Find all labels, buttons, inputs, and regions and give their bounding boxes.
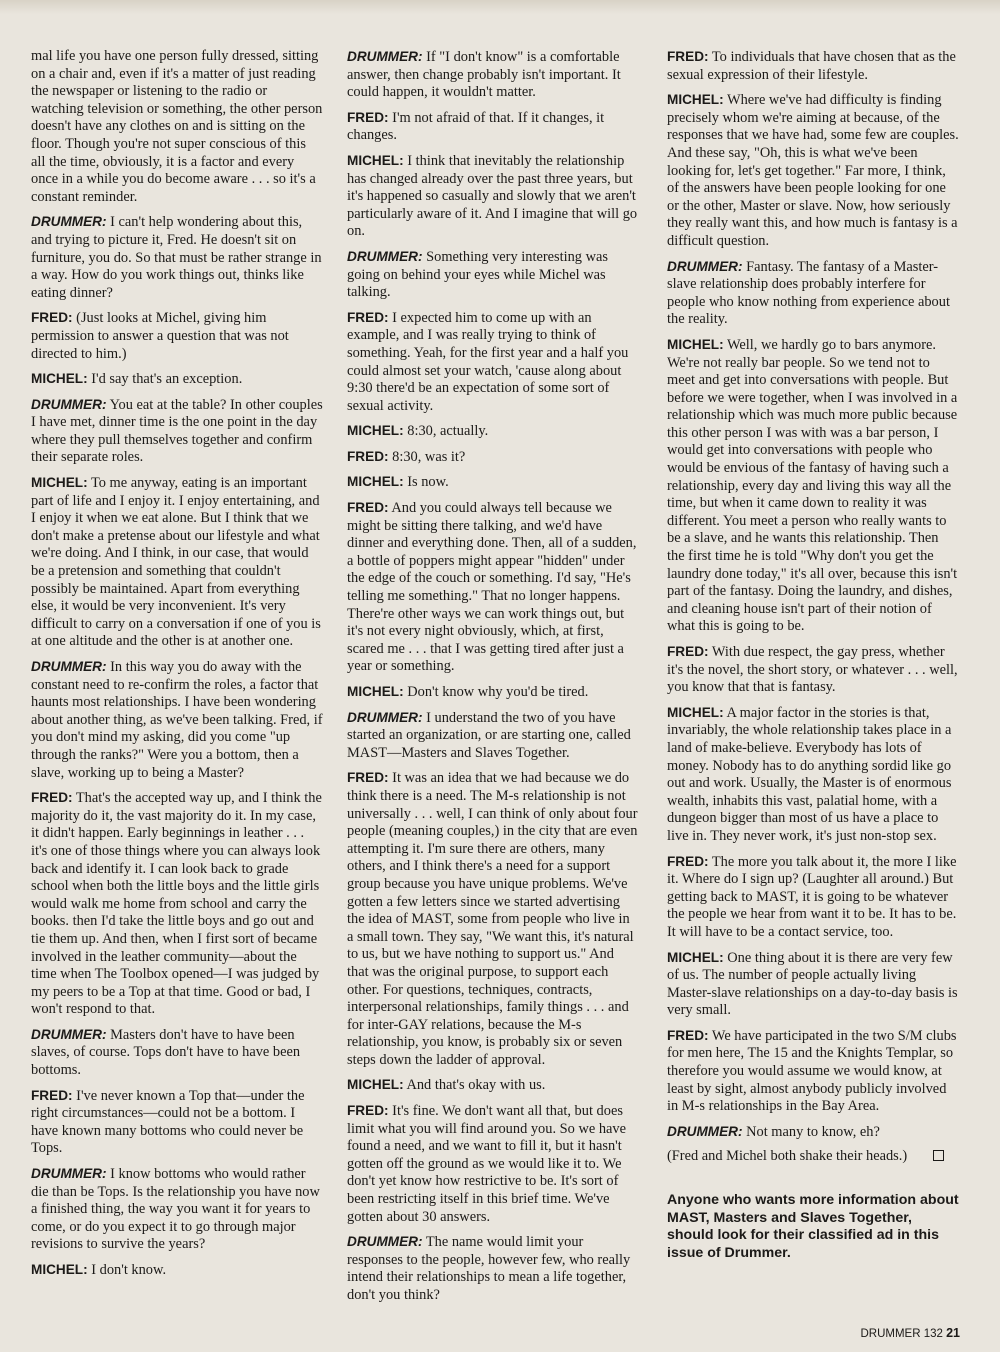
- speaker-label: MICHEL:: [347, 684, 404, 699]
- speaker-label: FRED:: [347, 1103, 389, 1119]
- interview-paragraph: [347, 499, 639, 676]
- speaker-label: FRED:: [347, 109, 389, 125]
- paragraph-text: A major factor in the stories is that, invariably, the whole relationship takes place in a land of make-believe. Everybody has lots of money. Nobody has to do anything sordid like go out and work. Usually, the Master is of enormous wealth, inhabits this vast, palatial home, with a dungeon bigger than most of us have a place to live in. They never work, it's just non-stop sex.: [667, 704, 952, 844]
- interview-paragraph: [667, 48, 959, 84]
- speaker-label: FRED:: [667, 49, 709, 64]
- column-3-body: [667, 48, 959, 1166]
- interview-paragraph: [31, 1261, 323, 1280]
- speaker-label: DRUMMER:: [31, 1166, 107, 1182]
- speaker-label: FRED:: [347, 309, 389, 325]
- speaker-label: DRUMMER:: [347, 49, 423, 64]
- paragraph-text: I'd say that's an exception.: [91, 371, 243, 388]
- interview-paragraph: [347, 1102, 639, 1226]
- speaker-label: FRED:: [667, 1027, 709, 1043]
- interview-paragraph: [347, 309, 639, 416]
- footer-magazine: DRUMMER 132: [860, 1328, 943, 1340]
- speaker-label: FRED:: [347, 500, 389, 516]
- speaker-label: FRED:: [31, 1087, 73, 1103]
- interview-paragraph: [31, 396, 323, 467]
- paragraph-text: In this way you do away with the constant need to re-confirm the roles, a factor that haunts most relationships. I have been wondering about another thing, as we've been talking. Fred, if you don't mind my asking, did you come "up through the ranks?" Were you a bottom, then a slave, working up to being a Master?: [31, 659, 323, 781]
- speaker-label: MICHEL:: [31, 371, 88, 387]
- paragraph-text: Not many to know, eh?: [746, 1123, 880, 1140]
- speaker-label: FRED:: [31, 790, 73, 806]
- paragraph-text: We have participated in the two S/M clubs for men here, The 15 and the Knights Templar, so therefore you would assume we would know, at least by sight, almost anybody publicly involved in M-s relationships in the Bay Area.: [667, 1027, 957, 1115]
- paragraph-text: That's the accepted way up, and I think the majority do it, the vast majority do it. In my case, it didn't happen. Early beginnings in leather . . . it's one of those things where you can always look back and identify it. I can look back to grade school when both the little boys and the little girls would walk me home from school and carry the books. then I'd take the little boys and go out and tie them up. And then, when I first sort of became involved in the leather community—about the time when The Toolbox opened—I was judged by my peers to be a Top at that time. Good or bad, I won't respond to that.: [31, 790, 322, 1018]
- interview-paragraph: [667, 91, 959, 250]
- paragraph-text: And you could always tell because we might be sitting there talking, and we'd have dinner and everything done. Then, all of a sudden, a bottle of poppers might appear "hidden" under the edge of the couch or something. I'd say, "He's telling me something." That no longer happens. There're other ways we can work things out, but it's not every night obviously, which, at first, scared me . . . that I was getting tired after just a year or something.: [347, 500, 637, 675]
- interview-paragraph: [31, 48, 323, 206]
- interview-paragraph: [347, 769, 639, 1069]
- speaker-label: MICHEL:: [31, 475, 88, 491]
- speaker-label: DRUMMER:: [31, 1026, 107, 1042]
- interview-paragraph: [667, 853, 959, 942]
- paragraph-text: Where we've had difficulty is finding precisely whom we're aiming at because, of the responses that we have had, some few are couples. And these say, "Oh, this is what we've been looking for, let's get together." Far more, I think, of the answers have been people looking for one or the other, Master or slave. Now, how seriously they really want this, and how much is fantasy is a difficult question.: [667, 92, 959, 249]
- column-1: [31, 48, 323, 1287]
- interview-paragraph: [667, 949, 959, 1020]
- paragraph-text: I don't know.: [91, 1262, 167, 1278]
- speaker-label: MICHEL:: [347, 152, 404, 168]
- paragraph-text: 8:30, actually.: [407, 423, 489, 440]
- page-top-shadow: [0, 0, 1000, 14]
- interview-paragraph: [667, 643, 959, 697]
- interview-paragraph: [347, 152, 639, 241]
- interview-paragraph: [667, 1123, 959, 1142]
- interview-paragraph: [347, 448, 639, 467]
- speaker-label: DRUMMER:: [667, 1123, 743, 1139]
- speaker-label: DRUMMER:: [31, 214, 107, 230]
- page-number: 21: [946, 1326, 960, 1340]
- paragraph-text: If "I don't know" is a comfortable answer, then change probably isn't important. It could happen, it wouldn't matter.: [347, 49, 621, 101]
- paragraph-text: I've never known a Top that—under the right circumstances—could not be a bottom. I have known many bottoms who could never be Tops.: [31, 1087, 305, 1157]
- speaker-label: DRUMMER:: [667, 258, 743, 274]
- paragraph-text: (Just looks at Michel, giving him permission to answer a question that was not directed to him.): [31, 310, 289, 362]
- interview-paragraph: [667, 704, 959, 846]
- paragraph-text: (Fred and Michel both shake their heads.): [667, 1148, 908, 1165]
- interview-paragraph: [347, 683, 639, 702]
- interview-paragraph: [31, 213, 323, 302]
- interview-paragraph: [667, 1148, 959, 1166]
- speaker-label: MICHEL:: [667, 92, 724, 108]
- speaker-label: MICHEL:: [667, 704, 724, 720]
- interview-paragraph: [31, 309, 323, 363]
- speaker-label: MICHEL:: [667, 336, 724, 352]
- paragraph-text: I'm not afraid of that. If it changes, it changes.: [347, 109, 605, 144]
- speaker-label: DRUMMER:: [31, 659, 107, 674]
- paragraph-text: The name would limit your responses to the people, however few, who really intend their relationships to mean a life together, don't you think?: [347, 1234, 631, 1303]
- speaker-label: DRUMMER:: [347, 1234, 423, 1250]
- paragraph-text: Don't know why you'd be tired.: [407, 684, 589, 700]
- paragraph-text: I can't help wondering about this, and trying to picture it, Fred. He doesn't sit on furniture, you do. So that must be rather strange in a way. How do you work things out, thinks like eating dinner?: [31, 214, 322, 301]
- paragraph-text: The more you talk about it, the more I like it. Where do I sign up? (Laughter all around.) But getting back to MAST, it is going to be whatever the people we hear from want it to be. It has to be. It will have to be a contact service, too.: [667, 853, 957, 940]
- interview-paragraph: [347, 109, 639, 145]
- interview-paragraph: [31, 370, 323, 389]
- interview-paragraph: [347, 422, 639, 441]
- interview-paragraph: [667, 258, 959, 329]
- speaker-label: MICHEL:: [667, 949, 724, 965]
- paragraph-text: I know bottoms who would rather die than be Tops. Is the relationship you have now a finished thing, the way you want it for years to come, or do you expect it to go through major revisions to survive the years?: [31, 1166, 320, 1253]
- interview-paragraph: [667, 336, 959, 636]
- column-2: [347, 48, 639, 1312]
- paragraph-text: To individuals that have chosen that as the sexual expression of their lifestyle.: [667, 49, 956, 83]
- paragraph-text: Masters don't have to have been slaves, of course. Tops don't have to have been bottoms.: [31, 1026, 301, 1079]
- paragraph-text: And that's okay with us.: [406, 1077, 546, 1094]
- paragraph-text: It's fine. We don't want all that, but does limit what you will find around you. So we have found a need, and we want to fill it, but it hasn't gotten off the ground as we would like it to. We don't yet know how restrictive to be. It's sort of been restricting itself in this brief time. We've gotten about 30 answers.: [347, 1103, 626, 1225]
- paragraph-text: One thing about it is there are very few of us. The number of people actually living Master-slave relationships on a day-to-day basis is very small.: [667, 949, 958, 1019]
- speaker-label: FRED:: [667, 644, 709, 659]
- speaker-label: DRUMMER:: [31, 396, 107, 412]
- paragraph-text: You eat at the table? In other couples I have met, dinner time is the one point in the day where they pull themselves together and confirm their separate roles.: [31, 396, 323, 466]
- interview-paragraph: [31, 789, 323, 1019]
- speaker-label: MICHEL:: [31, 1262, 88, 1277]
- speaker-label: MICHEL:: [347, 423, 404, 439]
- paragraph-text: Well, we hardly go to bars anymore. We're not really bar people. So we tend not to meet and get into conversations with people. But before we were together, when I was involved in a relationship which was much more public because this other person I was with was a bar person, I would get into conversations with people who would be envious of the fantasy of having such a relationship, every day and living this way all the time, but when it came down to reality it was different. You meet a person who really wants to be a slave, and he wants this relationship. Then the first time he is told "Why don't you get the laundry done today," it's all over, because this isn't part of the fantasy. Doing the laundry, and dishes, and cleaning house isn't part of their notion of what this is going to be.: [667, 336, 958, 635]
- interview-paragraph: [31, 1165, 323, 1254]
- paragraph-text: I understand the two of you have started an organization, or are starting one, called MAST—Masters and Slaves Together.: [347, 709, 631, 761]
- interview-paragraph: [667, 1027, 959, 1116]
- speaker-label: MICHEL:: [347, 474, 404, 490]
- end-of-article-mark: [933, 1150, 944, 1161]
- column-3: [667, 48, 959, 1262]
- speaker-label: FRED:: [347, 448, 389, 464]
- speaker-label: DRUMMER:: [347, 248, 423, 264]
- speaker-label: FRED:: [667, 853, 709, 869]
- paragraph-text: It was an idea that we had because we do think there is a need. The M-s relationship is not universally . . . well, I can think of only about four people (meaning couples,) in the city that are even attempting it. I'm sure there are others, many others, and I think there's a need for a support group because you have unique problems. We've gotten a few letters since we started advertising the idea of MAST, some from people who live in a small town. They say, "We want this, it's natural to us, but we have nothing to support us." And that was the original purpose, to support each other. For questions, techniques, contracts, interpersonal relationships, family things . . . and for inter-GAY relations, because the M-s relationship, you know, is probably six or seven steps down the ladder of approval.: [347, 770, 638, 1068]
- speaker-label: MICHEL:: [347, 1077, 404, 1093]
- paragraph-text: mal life you have one person fully dressed, sitting on a chair and, even if it's a matter of just reading the newspaper or listening to the radio or watching television or something, the other person doesn't have any clothes on and is sitting on the floor. Though you're not super conscious of this all the time, obviously, it is a factor and every once in a while you do become aware . . . so it's a constant reminder.: [31, 48, 323, 205]
- interview-paragraph: [31, 1087, 323, 1158]
- paragraph-text: To me anyway, eating is an important part of life and I enjoy it. I enjoy entertaining, and I enjoy it when we eat alone. But I think that we don't make a pretense about our lifestyle and what we're doing. And I think, in our case, that would be a pretension and something that couldn't possibly be maintained. Apart from everything else, it would be very inconvenient. It's very difficult to carry on a conversation if one of you is at one altitude and the other is at another one.: [31, 475, 321, 650]
- paragraph-text: I think that inevitably the relationship has changed already over the past three years, but it's happened so casually and slowly that we aren't particularly aware of it. And I imagine that will go on.: [347, 152, 638, 240]
- speaker-label: FRED:: [347, 770, 389, 786]
- paragraph-text: Something very interesting was going on behind your eyes while Michel was talking.: [347, 248, 608, 301]
- closing-note: Anyone who wants more information about MAST, Masters and Slaves Together, should look for their classified ad in this issue of Drummer.: [667, 1192, 959, 1261]
- page-footer: [860, 1326, 960, 1340]
- paragraph-text: Fantasy. The fantasy of a Master-slave relationship does probably interfere for people who know nothing from experience about the reality.: [667, 258, 950, 328]
- interview-paragraph: [347, 1076, 639, 1095]
- speaker-label: FRED:: [31, 310, 73, 326]
- interview-paragraph: [347, 248, 639, 302]
- speaker-label: DRUMMER:: [347, 709, 423, 725]
- interview-paragraph: [347, 709, 639, 763]
- paragraph-text: 8:30, was it?: [392, 448, 466, 465]
- interview-paragraph: [31, 658, 323, 782]
- paragraph-text: I expected him to come up with an example, and I was really trying to think of something. Yeah, for the first year and a half you could almost set your watch, 'cause along about 9:30 there'd be an expectation of some sort of sexual activity.: [347, 309, 629, 414]
- interview-paragraph: [31, 474, 323, 651]
- paragraph-text: With due respect, the gay press, whether it's the novel, the short story, or whatever . . . well, you know that that is fantasy.: [667, 644, 958, 696]
- interview-paragraph: [347, 1233, 639, 1304]
- interview-paragraph: [347, 473, 639, 492]
- paragraph-text: Is now.: [407, 474, 449, 491]
- interview-paragraph: [31, 1026, 323, 1080]
- interview-paragraph: [347, 48, 639, 102]
